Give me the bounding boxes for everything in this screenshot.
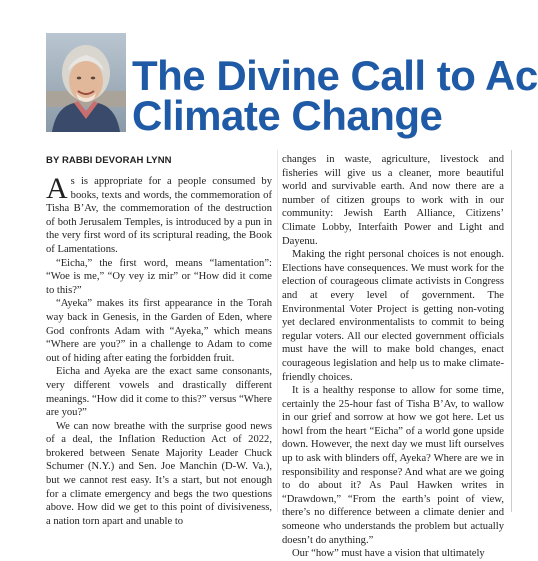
- paragraph: “Eicha,” the first word, means “lamentation”: “Woe is me,” “Oy vey iz mir” or “How did it come to this?”: [46, 257, 272, 296]
- author-photo: [46, 33, 126, 132]
- article-title-line-2: Climate Change: [132, 92, 443, 139]
- article-title-line-1: The Divine Call to Ac: [132, 52, 538, 99]
- author-byline: BY RABBI DEVORAH LYNN: [46, 155, 172, 166]
- paragraph: [46, 172, 272, 257]
- paragraph-text: s is appropriate for a people consumed by books, texts and words, the commemoration of Tisha B’Av, the commemoration of the destruction of both Jerusalem Temples, is introduced by a pun in the very first word of its scriptural reading, the Book of Lamentations.: [46, 176, 272, 255]
- paragraph: It is a healthy response to allow for some time, certainly the 25-hour fast of Tisha B’Av, to wallow in our grief and sorrow at how we got here. Let us howl from the heart “Eicha” of a world gone upside down. However, the next day we must lift ourselves up to ask with blinders off, Ayeka? Where are we in responsibility and response? And what are we going to do about it? As Paul Hawken writes in “Drawdown,” “From the earth’s point of view, there’s no difference between a climate denier and someone who understands the problem but actually doesn’t do anything.”: [282, 385, 504, 546]
- drop-cap: A: [46, 172, 68, 205]
- paragraph: changes in waste, agriculture, livestock and fisheries will give us a cleaner, more beautiful world and survivable earth. And now there are a number of citizen groups to work with in our community: Jewish Earth Alliance, Citizens’ Climate Lobby, Interfaith Power and Light and Dayenu.: [282, 154, 504, 247]
- article-column-right: [282, 153, 504, 560]
- article-title: [132, 52, 538, 139]
- column-divider: [277, 150, 278, 512]
- paragraph: We can now breathe with the surprise good news of a deal, the Inflation Reduction Act of 2022, brokered between Senate Majority Leader Chuck Schumer (N.Y.) and Sen. Joe Manchin (D-W. Va.), but we cannot rest easy. It’s a start, but not enough for a climate emergency and begs the two questions above. How did we get to this point of divisiveness, a nation torn apart and unable to: [46, 420, 272, 527]
- paragraph: Making the right personal choices is not enough. Elections have consequences. We must work for the election of courageous climate activists in Congress and at every level of government. The Environmental Voter Project is getting non-voting yet declared environmentalists to commit to being regular voters. All our elected government officials must have the will to make bold changes, enact courageous legislation and help us to make climate-friendly choices.: [282, 249, 504, 383]
- paragraph: “Ayeka” makes its first appearance in the Torah way back in Genesis, in the Garden of Eden, where God confronts Adam with “Ayeka,” which means “Where are you?” in a challenge to Adam to come out of hiding after eating the forbidden fruit.: [46, 298, 272, 364]
- page-edge-line: [511, 150, 512, 512]
- author-portrait-image: [46, 33, 126, 132]
- article-column-left: [46, 172, 272, 527]
- paragraph: Our “how” must have a vision that ultimately: [292, 548, 485, 560]
- paragraph: Eicha and Ayeka are the exact same consonants, very different vowels and drastically different meanings. “How did it come to this?” versus “Where are you?”: [46, 366, 272, 419]
